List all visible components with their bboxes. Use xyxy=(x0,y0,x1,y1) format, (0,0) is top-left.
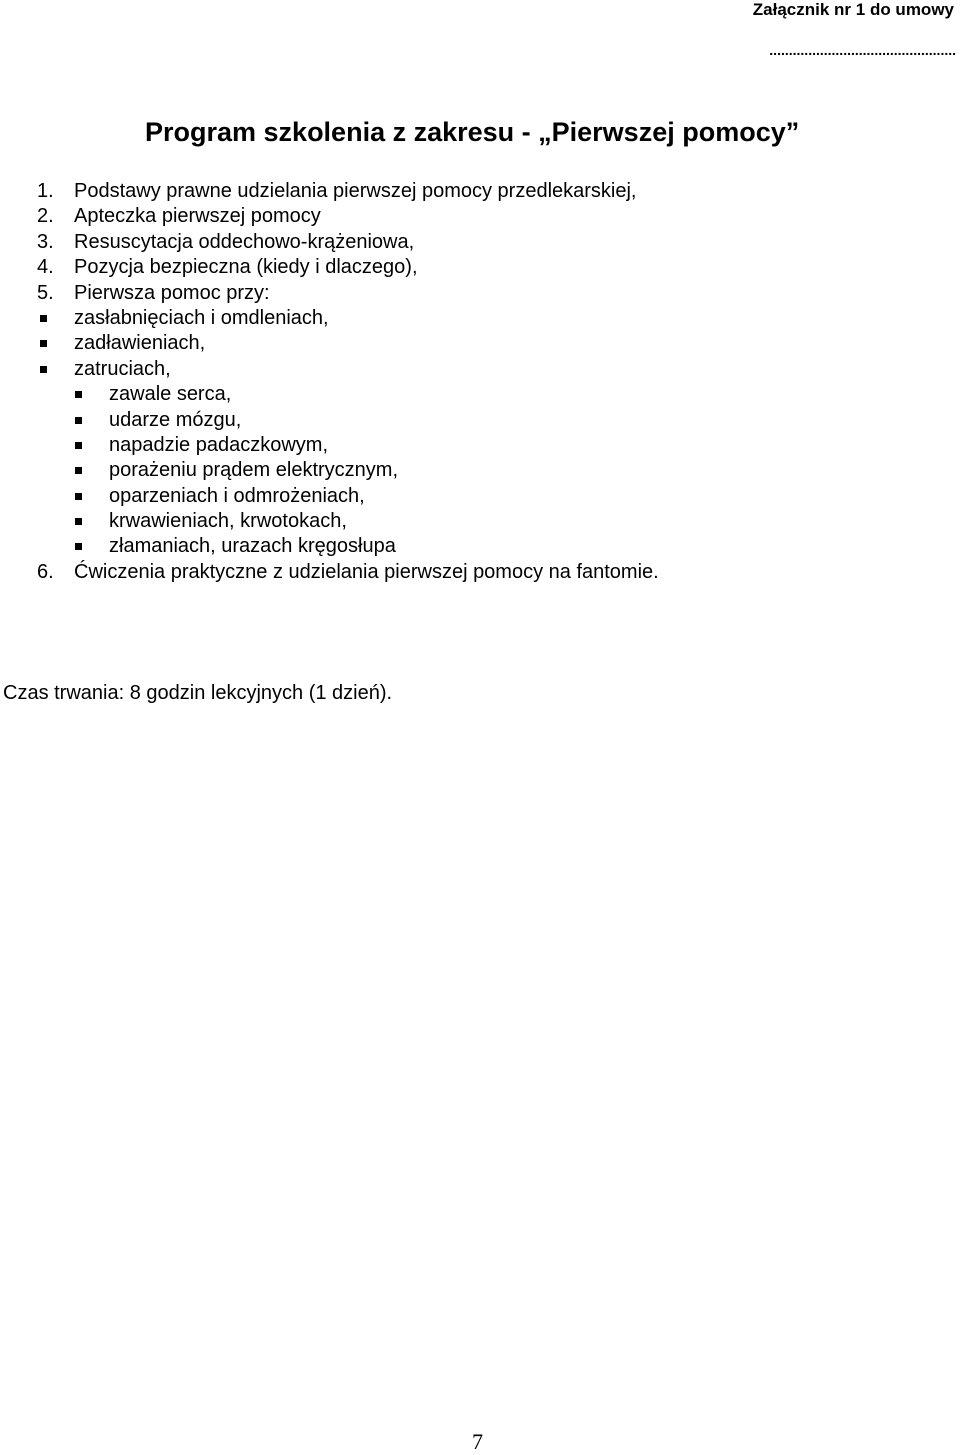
nested-list-item-text: oparzeniach i odmrożeniach, xyxy=(109,484,365,507)
nested-list-item-text: porażeniu prądem elektrycznym, xyxy=(109,459,399,482)
list-item-text: Pierwsza pomoc przy: xyxy=(74,281,270,304)
square-bullet-icon xyxy=(75,493,82,500)
square-bullet-icon xyxy=(40,315,47,322)
list-item-text: Ćwiczenia praktyczne z udzielania pierwszej pomocy na fantomie. xyxy=(74,560,659,583)
nested-list-item xyxy=(0,534,960,559)
square-bullet-icon xyxy=(75,417,82,424)
square-bullet-icon xyxy=(75,442,82,449)
list-item-text: Pozycja bezpieczna (kiedy i dlaczego), xyxy=(74,256,418,279)
square-bullet-icon xyxy=(75,391,82,398)
list-item-number: 1. xyxy=(37,180,54,202)
nested-list-item-text: udarze mózgu, xyxy=(109,408,242,431)
list-item xyxy=(0,560,960,585)
list-item xyxy=(0,204,960,229)
sub-list-item xyxy=(0,331,960,356)
list-item-number: 6. xyxy=(37,560,54,583)
sub-list-item xyxy=(0,306,960,331)
list-item-number: 5. xyxy=(37,281,54,304)
square-bullet-icon xyxy=(40,366,47,373)
list-item-number: 2. xyxy=(37,205,54,228)
page-number: 7 xyxy=(472,1429,483,1454)
nested-list-item-text: złamaniach, urazach kręgosłupa xyxy=(109,535,396,558)
nested-list-item xyxy=(0,408,960,433)
sub-list-item-text: zasłabnięciach i omdleniach, xyxy=(74,306,329,329)
signature-dotted-line: ................................................ xyxy=(769,42,956,58)
nested-list-item xyxy=(0,509,960,534)
sub-list-item-text: zatruciach, xyxy=(74,357,171,380)
sub-list-item-text: zadławieniach, xyxy=(74,332,206,355)
list-item-text: Resuscytacja oddechowo-krążeniowa, xyxy=(74,230,415,253)
list-item-number: 4. xyxy=(37,256,54,279)
list-item xyxy=(0,230,960,255)
nested-list-item xyxy=(0,433,960,458)
nested-list-item-text: napadzie padaczkowym, xyxy=(109,433,329,456)
page-title: Program szkolenia z zakresu - „Pierwszej pomocy” xyxy=(145,117,800,147)
square-bullet-icon xyxy=(40,340,47,347)
nested-list-item-text: krwawieniach, krwotokach, xyxy=(109,510,347,533)
nested-list-item-text: zawale serca, xyxy=(109,383,232,406)
square-bullet-icon xyxy=(75,467,82,474)
annex-label: Załącznik nr 1 do umowy xyxy=(752,0,954,19)
training-program-list xyxy=(0,179,960,585)
nested-list-item xyxy=(0,382,960,407)
list-item-text: Podstawy prawne udzielania pierwszej pomocy przedlekarskiej, xyxy=(74,180,637,202)
list-item xyxy=(0,281,960,306)
training-duration: Czas trwania: 8 godzin lekcyjnych (1 dzień). xyxy=(3,682,393,704)
square-bullet-icon xyxy=(75,543,82,550)
list-item-text: Apteczka pierwszej pomocy xyxy=(74,205,321,228)
list-item xyxy=(0,255,960,280)
list-item xyxy=(0,179,960,204)
nested-list-item xyxy=(0,458,960,483)
sub-list-item xyxy=(0,357,960,382)
list-item-number: 3. xyxy=(37,230,54,253)
square-bullet-icon xyxy=(75,518,82,525)
nested-list-item xyxy=(0,484,960,509)
